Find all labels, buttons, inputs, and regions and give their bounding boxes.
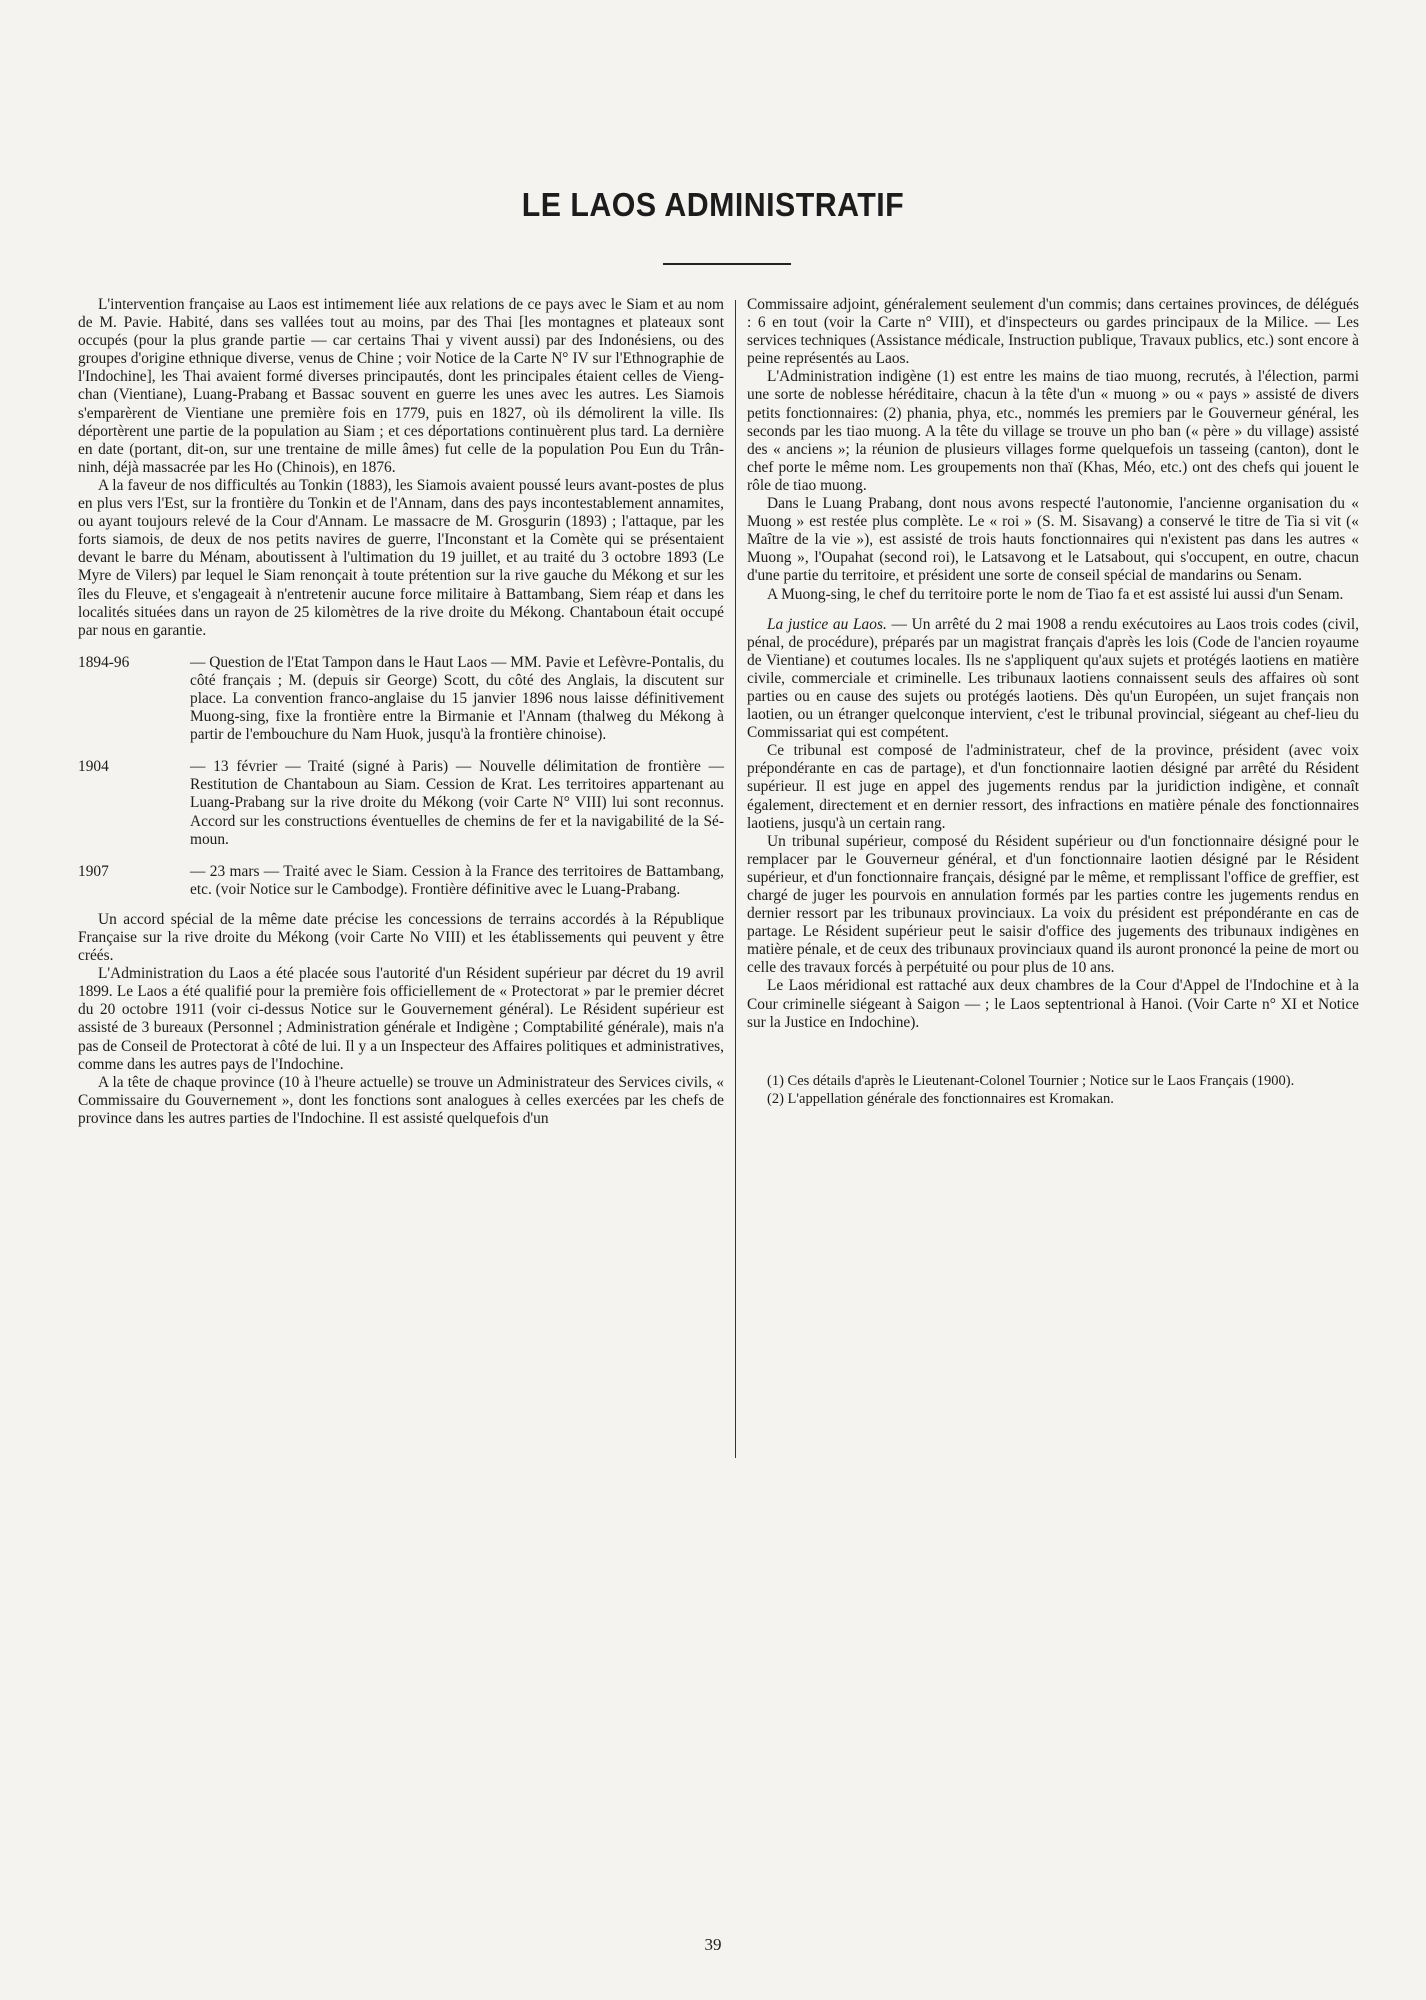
page-title: LE LAOS ADMINISTRATIF bbox=[521, 186, 905, 223]
footnote: (2) L'appellation générale des fonctionnaires est Kromakan. bbox=[767, 1090, 1114, 1107]
chronology-text: — 23 mars — Traité avec le Siam. Cession à la France des territoires de Battambang, etc. (voir Notice sur le Cambodge). Frontière définitive avec le Luang-Prabang. bbox=[190, 862, 724, 898]
paragraph: Un accord spécial de la même date précise les concessions de terrains accordés à la République Française sur la rive droite du Mékong (voir Carte No VIII) et les établissements qui peuvent y être créés. bbox=[78, 910, 724, 965]
paragraph: A la faveur de nos difficultés au Tonkin (1883), les Siamois avaient poussé leurs avant-postes de plus en plus vers l'Est, sur la frontière du Tonkin et de l'Annam, dans des pays incontestablement annamites, ou ayant toujours relevé de la Cour d'Annam. Le massacre de M. Grosgurin (1893) ; l'attaque, par les forts siamois, de deux de nos petits navires de guerre, l'Inconstant et la Comète qui se présentaient devant le barre du Ménam, aboutissent à l'ultimation du 19 juillet, et au traité du 3 octobre 1893 (Le Myre de Vilers) par lequel le Siam renonçait à toute prétention sur la rive gauche du Mékong et sur les îles du Fleuve, et s'engageait à n'entretenir aucune force militaire à Battambang, Siem réap et dans les localités situées dans un rayon de 25 kilomètres de la rive droite du Mékong. Chantaboun était occupé par nous en garantie. bbox=[78, 476, 724, 639]
paragraph bbox=[747, 616, 1359, 743]
page-number: 39 bbox=[704, 1935, 722, 1954]
footnotes bbox=[747, 1072, 1359, 1108]
title-underline bbox=[663, 263, 791, 265]
paragraph: Ce tribunal est composé de l'administrateur, chef de la province, président (avec voix prépondérante en cas de partage), et d'un fonctionnaire laotien désigné par arrêté du Résident supérieur. Il est juge en appel des jugements rendus par la juridiction indigène, et connaît également, directement et en dernier ressort, des infractions en matière pénale des fonctionnaires laotiens, jusqu'à un certain rang. bbox=[747, 742, 1359, 832]
chronology-text: — 13 février — Traité (signé à Paris) — Nouvelle délimitation de frontière — Restitution de Chantaboun au Siam. Cession de Krat. Les territoires appartenant au Luang-Prabang sur la rive droite du Mékong (voir Carte N° VIII) lui sont reconnus. Accord sur les constructions éventuelles de chemins de fer et la navigabilité de la Sé-moun. bbox=[190, 758, 724, 848]
chronology-text: — Question de l'Etat Tampon dans le Haut Laos — MM. Pavie et Lefèvre-Pontalis, du côté français ; M. (depuis sir George) Scott, du côté des Anglais, la discutent sur place. La convention franco-anglaise du 15 janvier 1896 nous laisse définitivement Muong-sing, fixe la frontière entre la Birmanie et l'Annam (thalweg du Mékong à partir de l'embouchure du Nam Huok, jusqu'à la frontière chinoise). bbox=[190, 653, 724, 744]
chronology-date: 1904 bbox=[78, 758, 109, 776]
chronology-entry bbox=[78, 654, 724, 744]
right-column bbox=[747, 296, 1359, 1108]
chronology-date: 1894-96 bbox=[78, 653, 130, 671]
left-column bbox=[78, 296, 724, 1128]
paragraph: A Muong-sing, le chef du territoire porte le nom de Tiao fa et est assisté lui aussi d'un Senam. bbox=[767, 585, 1344, 603]
paragraph: L'intervention française au Laos est intimement liée aux relations de ce pays avec le Siam et au nom de M. Pavie. Habité, dans ses vallées tout au moins, par des Thai [les montagnes et plateaux sont occupés (pour la plus grande partie — car certains Thai y vivent aussi) par des Indonésiens, ou des groupes d'origine ethnique diverse, venus de Chine ; voir Notice de la Carte N° IV sur l'Ethnographie de l'Indochine], les Thai avaient formé diverses principautés, dont les principales étaient celles de Vieng-chan (Vientiane), Luang-Prabang et Bassac souvent en guerre les unes avec les autres. Les Siamois s'emparèrent de Vientiane une première fois en 1779, puis en 1827, où ils démolirent la ville. Ils déportèrent une partie de la population au Siam ; et ces déportations continuèrent plus tard. La dernière en date (portant, dit-on, sur une trentaine de mille âmes) fut celle de la population Pou Eun du Trân-ninh, déjà massacrée par les Ho (Chinois), en 1876. bbox=[78, 296, 724, 476]
chronology-entry bbox=[78, 758, 724, 848]
paragraph-text: — Un arrêté du 2 mai 1908 a rendu exécutoires au Laos trois codes (civil, pénal, de procédure), préparés par un magistrat français d'après les lois (Code de l'ancien royaume de Vientiane) et coutumes locales. Ils ne s'appliquent qu'aux sujets et protégés laotiens en matière civile, commerciale et criminelle. Les tribunaux laotiens connaissent seuls des affaires où sont parties ou en cause des sujets ou protégés laotiens. Dès qu'un Européen, un sujet français non laotien, ou un étranger quelconque intervient, c'est le tribunal provincial, siégeant au chef-lieu du Commissariat qui est compétent. bbox=[747, 615, 1359, 742]
paragraph: Commissaire adjoint, généralement seulement d'un commis; dans certaines provinces, de délégués : 6 en tout (voir la Carte n° VIII), et d'inspecteurs ou gardes principaux de la Milice. — Les services techniques (Assistance médicale, Instruction publique, Travaux publics, etc.) sont encore à peine représentés au Laos. bbox=[747, 296, 1359, 368]
paragraph: Un tribunal supérieur, composé du Résident supérieur ou d'un fonctionnaire désigné pour le remplacer par le Gouverneur général, et d'un fonctionnaire laotien désigné par le Résident supérieur, et d'un fonctionnaire français, désigné par le même, et remplissant l'office de greffier, est chargé de juger les pourvois en annulation formés par les parties contre les jugements rendus en dernier ressort par les tribunaux provinciaux. La voix du président est prépondérante en cas de partage. Le Résident supérieur peut le saisir d'office des jugements des tribunaux indigènes en matière pénale, et de ceux des tribunaux provinciaux quand ils auront prononcé la peine de mort ou celle des travaux forcés à perpétuité ou pour plus de 10 ans. bbox=[747, 832, 1359, 977]
footnote: (1) Ces détails d'après le Lieutenant-Colonel Tournier ; Notice sur le Laos Français (1900). bbox=[767, 1072, 1295, 1089]
paragraph: L'Administration indigène (1) est entre les mains de tiao muong, recrutés, à l'élection, parmi une sorte de noblesse héréditaire, chacun à la tête d'un « muong » ou « pays » assisté de divers petits fonctionnaires: (2) phania, phya, etc., nommés les premiers par le Gouverneur général, les seconds par les tiao muong. A la tête du village se trouve un pho ban (« père » du village) assisté des « anciens »; la réunion de plusieurs villages forme quelquefois un tasseing (canton), dont le chef porte le même nom. Les groupements non thaï (Khas, Méo, etc.) ont des chefs qui jouent le rôle de tiao muong. bbox=[747, 368, 1359, 494]
paragraph: A la tête de chaque province (10 à l'heure actuelle) se trouve un Administrateur des Services civils, « Commissaire du Gouvernement », dont les fonctions sont analogues à celles exercées par les chefs de province dans les autres parties de l'Indochine. Il est assisté quelquefois d'un bbox=[78, 1073, 724, 1127]
chronology-entry bbox=[78, 863, 724, 899]
section-heading: La justice au Laos. bbox=[767, 615, 887, 633]
column-divider bbox=[735, 300, 736, 1458]
paragraph: Le Laos méridional est rattaché aux deux chambres de la Cour d'Appel de l'Indochine et à la Cour criminelle siégeant à Saigon — ; le Laos septentrional à Hanoi. (Voir Carte n° XI et Notice sur la Justice en Indochine). bbox=[747, 977, 1359, 1031]
paragraph: L'Administration du Laos a été placée sous l'autorité d'un Résident supérieur par décret du 19 avril 1899. Le Laos a été qualifié pour la première fois officiellement de « Protectorat » par le premier décret du 20 octobre 1911 (voir ci-dessus Notice sur le Gouvernement général). Le Résident supérieur est assisté de 3 bureaux (Personnel ; Administration générale et Indigène ; Comptabilité générale), mais n'a pas de Conseil de Protectorat à côté de lui. Il y a un Inspecteur des Affaires politiques et administratives, comme dans les autres pays de l'Indochine. bbox=[78, 965, 724, 1073]
chronology-date: 1907 bbox=[78, 862, 109, 880]
paragraph: Dans le Luang Prabang, dont nous avons respecté l'autonomie, l'ancienne organisation du « Muong » est restée plus complète. Le « roi » (S. M. Sisavang) a conservé le titre de Tia si vit (« Maître de la vie »), est assisté de trois hauts fonctionnaires qui n'existent pas dans les autres « Muong », l'Oupahat (second roi), le Latsavong et le Latsabout, qui s'occupent, en outre, chacun d'une partie du territoire, et président une sorte de conseil spécial de mandarins ou Senam. bbox=[747, 495, 1359, 585]
